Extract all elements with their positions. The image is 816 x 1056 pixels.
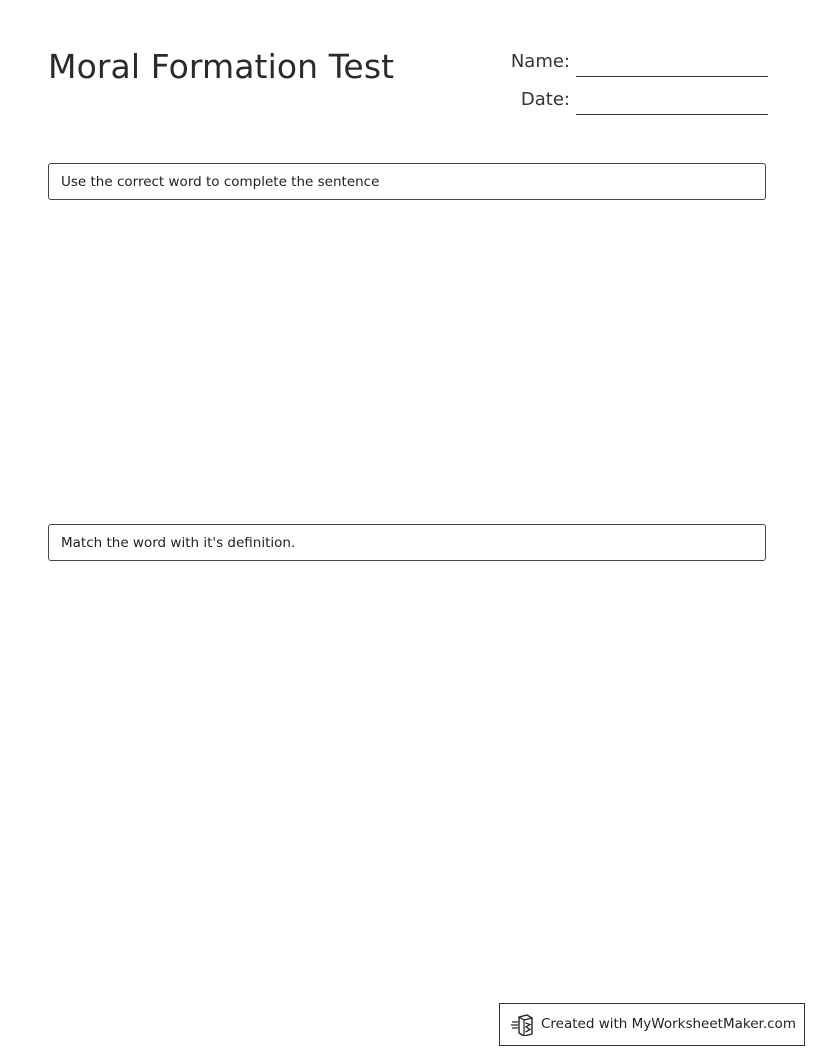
page-title: Moral Formation Test xyxy=(48,47,395,86)
instruction-box-matching xyxy=(48,524,766,561)
footer-badge[interactable] xyxy=(499,1003,805,1046)
instruction-text: Use the correct word to complete the sentence xyxy=(61,174,380,190)
date-blank-line xyxy=(576,114,768,115)
date-field xyxy=(480,88,768,118)
name-blank-line xyxy=(576,76,768,77)
name-label: Name: xyxy=(510,51,570,72)
worksheet-maker-logo-icon xyxy=(511,1014,533,1036)
footer-credit-text: Created with MyWorksheetMaker.com xyxy=(541,1016,796,1032)
date-label: Date: xyxy=(520,89,570,110)
instruction-text: Match the word with it's definition. xyxy=(61,535,296,551)
instruction-box-fill-in xyxy=(48,163,766,200)
name-field xyxy=(480,50,768,80)
